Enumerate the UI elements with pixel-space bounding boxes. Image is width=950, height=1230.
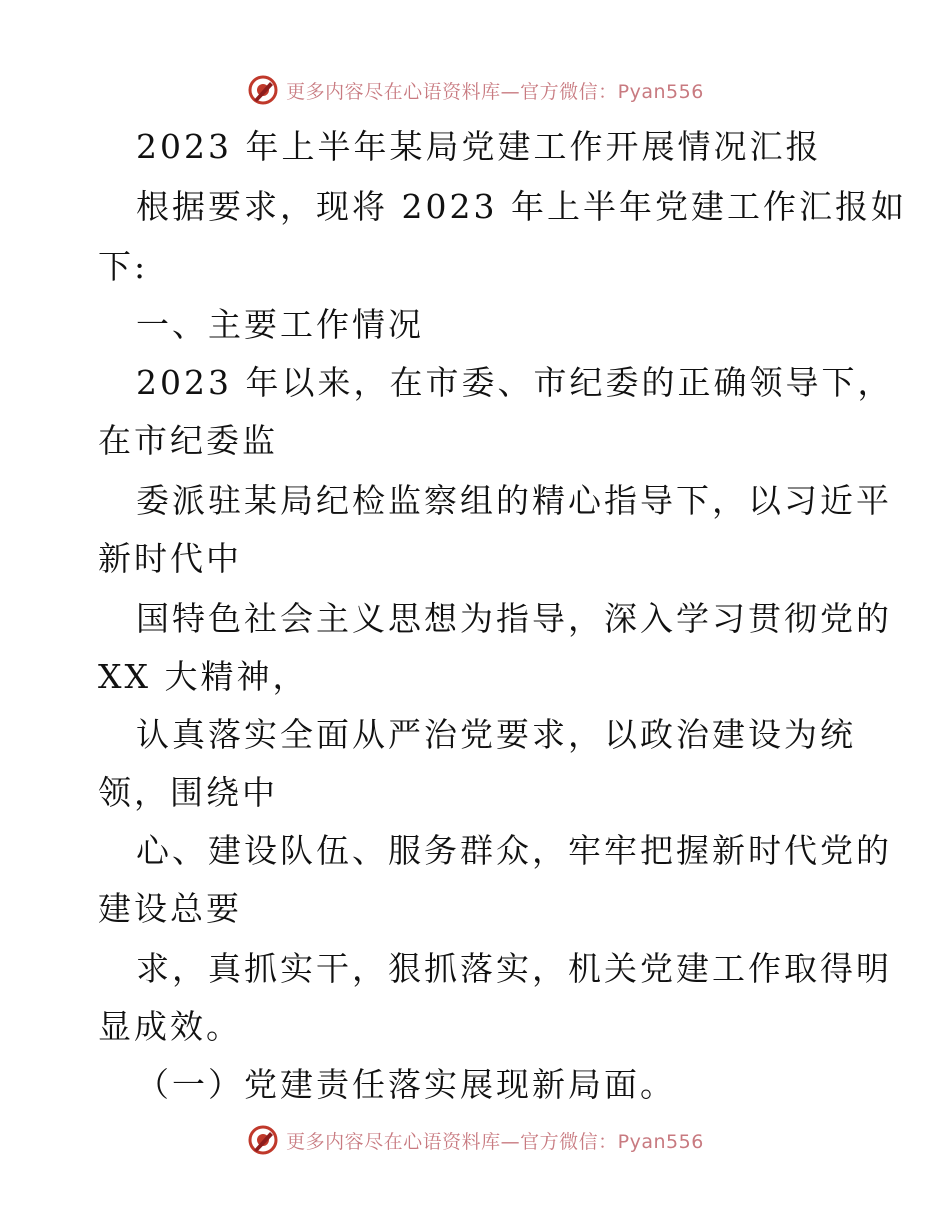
paragraph-line: 领，围绕中 [98, 773, 278, 812]
paragraph-line: 建设总要 [98, 889, 242, 928]
paragraph-line: 新时代中 [98, 539, 242, 578]
watermark-text: 更多内容尽在心语资料库—官方微信：Pyan556 [286, 1130, 704, 1153]
paragraph-line: 下: [98, 247, 149, 286]
pen-circle-logo-icon [246, 73, 280, 107]
paragraph-line: 求，真抓实干，狠抓落实，机关党建工作取得明 [136, 949, 892, 988]
paragraph-line: 认真落实全面从严治党要求，以政治建设为统 [136, 715, 856, 754]
document-title: 2023 年上半年某局党建工作开展情况汇报 [136, 127, 822, 166]
paragraph-line: 2023 年以来，在市委、市纪委的正确领导下， [136, 363, 894, 402]
paragraph-line: 国特色社会主义思想为指导，深入学习贯彻党的 [136, 599, 892, 638]
watermark-text: 更多内容尽在心语资料库—官方微信：Pyan556 [286, 80, 704, 103]
subsection-heading: （一）党建责任落实展现新局面。 [136, 1065, 676, 1104]
paragraph-line: XX 大精神， [98, 657, 309, 696]
paragraph-line: 心、建设队伍、服务群众，牢牢把握新时代党的 [136, 831, 892, 870]
section-heading: 一、主要工作情况 [136, 305, 424, 344]
header-watermark [0, 70, 950, 110]
paragraph-line: 委派驻某局纪检监察组的精心指导下，以习近平 [136, 481, 892, 520]
paragraph-line: 显成效。 [98, 1007, 242, 1046]
paragraph-line: 根据要求，现将 2023 年上半年党建工作汇报如 [136, 187, 907, 226]
pen-circle-logo-icon [246, 1123, 280, 1157]
paragraph-line: 在市纪委监 [98, 421, 278, 460]
footer-watermark [0, 1120, 950, 1160]
